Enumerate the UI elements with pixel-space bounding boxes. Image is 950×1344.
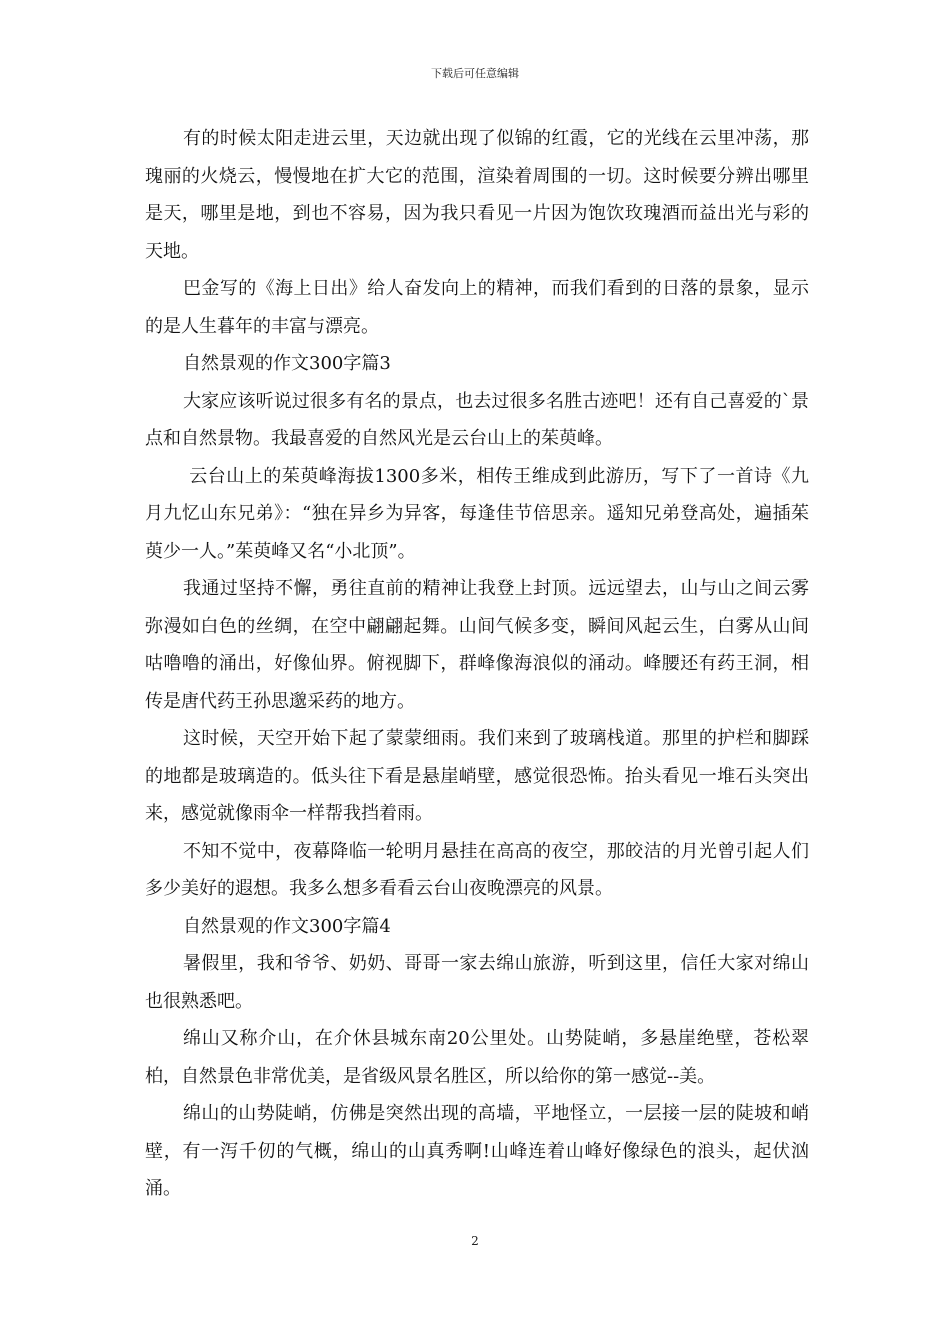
paragraph: 巴金写的《海上日出》给人奋发向上的精神，而我们看到的日落的景象，显示的是人生暮年的丰富与漂亮。 [145,278,809,337]
paragraph: 有的时候太阳走进云里，天边就出现了似锦的红霞，它的光线在云里冲荡，那瑰丽的火烧云，慢慢地在扩大它的范围，渲染着周围的一切。这时候要分辨出哪里是天，哪里是地，到也不容易，因为我只看见一片因为饱饮玫瑰酒而益出光与彩的天地。 [145,128,809,262]
paragraph: 不知不觉中，夜幕降临一轮明月悬挂在高高的夜空，那皎洁的月光曾引起人们多少美好的遐想。我多么想多看看云台山夜晚漂亮的风景。 [145,840,809,899]
paragraph: 我通过坚持不懈，勇往直前的精神让我登上封顶。远远望去，山与山之间云雾弥漫如白色的丝绸，在空中翩翩起舞。山间气候多变，瞬间风起云生，白雾从山间咕噜噜的涌出，好像仙界。俯视脚下，群峰像海浪似的涌动。峰腰还有药王洞，相传是唐代药王孙思邈采药的地方。 [145,578,809,712]
paragraph: 这时候，天空开始下起了蒙蒙细雨。我们来到了玻璃栈道。那里的护栏和脚踩的地都是玻璃造的。低头往下看是悬崖峭壁，感觉很恐怖。抬头看见一堆石头突出来，感觉就像雨伞一样帮我挡着雨。 [145,728,809,824]
paragraph: 大家应该听说过很多有名的景点，也去过很多名胜古迹吧！还有自己喜爱的`景点和自然景物。我最喜爱的自然风光是云台山上的茱萸峰。 [145,390,809,449]
paragraph: 云台山上的茱萸峰海拔1300多米，相传王维成到此游历，写下了一首诗《九月九忆山东兄弟》：“独在异乡为异客，每逢佳节倍思亲。遥知兄弟登高处，遍插茱萸少一人。”茱萸峰又名“小北顶”。 [145,465,809,562]
paragraph: 暑假里，我和爷爷、奶奶、哥哥一家去绵山旅游，听到这里，信任大家对绵山也很熟悉吧。 [145,953,809,1012]
page-number: 2 [471,1234,479,1248]
paragraph: 绵山的山势陡峭，仿佛是突然出现的高墙，平地怪立，一层接一层的陡坡和峭壁，有一泻千仞的气概，绵山的山真秀啊!山峰连着山峰好像绿色的浪头，起伏汹涌。 [145,1103,809,1199]
section-heading: 自然景观的作文300字篇3 [183,353,391,374]
section-heading: 自然景观的作文300字篇4 [183,915,391,937]
page-header: 下载后可任意编辑 [431,67,519,80]
document-body [145,120,809,1208]
paragraph: 绵山又称介山，在介休县城东南20公里处。山势陡峭，多悬崖绝壁，苍松翠柏，自然景色非常优美，是省级风景名胜区，所以给你的第一感觉--美。 [145,1028,809,1087]
